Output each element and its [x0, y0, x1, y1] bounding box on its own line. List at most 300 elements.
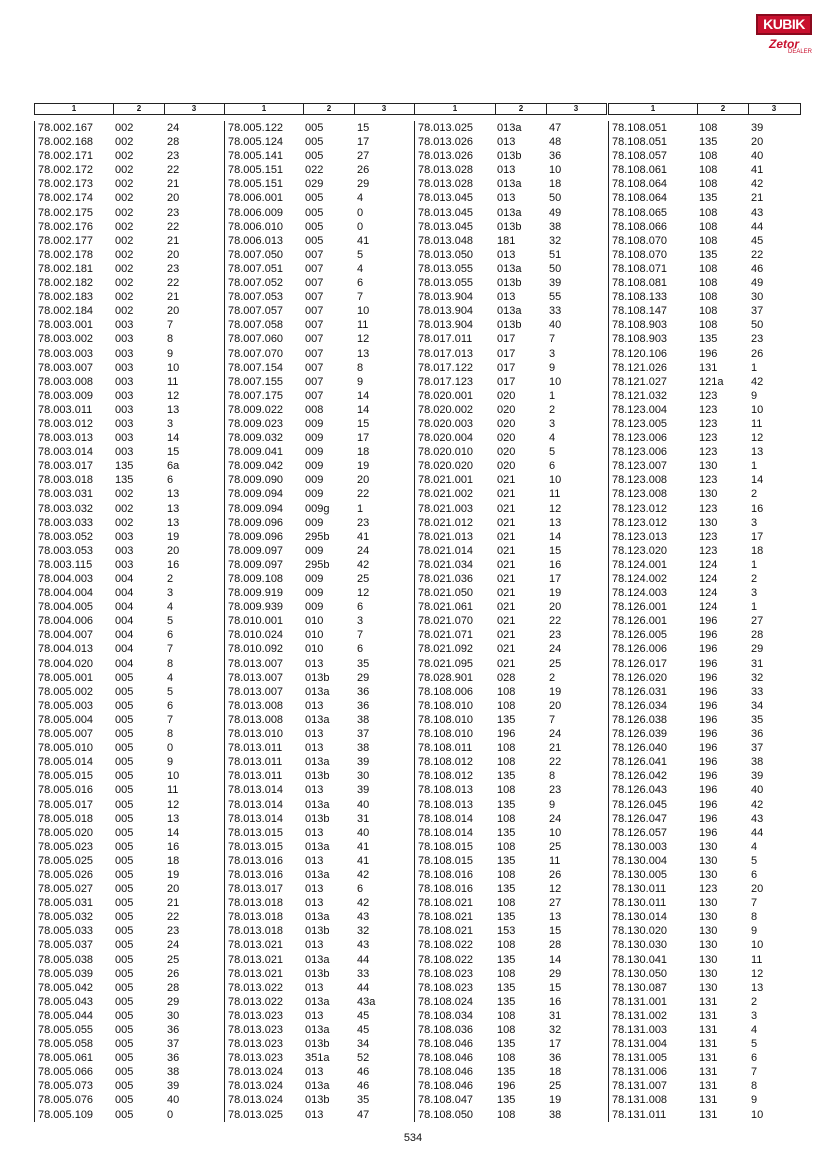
position: 9 — [751, 925, 758, 938]
table-row — [415, 727, 607, 741]
position: 10 — [357, 305, 370, 318]
group-code: 009 — [305, 474, 324, 487]
table-row — [415, 304, 607, 318]
group-code: 007 — [305, 347, 324, 360]
group-code: 123 — [699, 403, 718, 416]
position: 13 — [167, 516, 180, 529]
table-row — [609, 1051, 801, 1065]
table-row — [225, 121, 415, 135]
position: 32 — [549, 234, 562, 247]
table-row — [609, 727, 801, 741]
table-row — [225, 727, 415, 741]
table-row — [609, 459, 801, 473]
column-rows — [34, 121, 225, 1122]
part-number: 78.108.006 — [418, 685, 474, 698]
part-number: 78.013.022 — [228, 995, 284, 1008]
table-row — [415, 530, 607, 544]
part-number: 78.005.026 — [38, 868, 94, 881]
group-code: 131 — [699, 1052, 718, 1065]
position: 10 — [167, 361, 180, 374]
group-code: 005 — [305, 192, 324, 205]
part-number: 78.002.168 — [38, 136, 94, 149]
header-cell: 1 — [452, 104, 458, 113]
group-code: 013a — [305, 1024, 330, 1036]
group-code: 108 — [699, 262, 718, 275]
table-row — [609, 304, 801, 318]
group-code: 013a — [497, 262, 522, 275]
header-cell: 3 — [354, 104, 413, 114]
table-row — [415, 375, 607, 389]
group-code: 135 — [699, 248, 718, 261]
part-number: 78.108.071 — [612, 262, 668, 275]
table-row — [225, 417, 415, 431]
part-number: 78.005.109 — [38, 1108, 94, 1121]
position: 22 — [167, 277, 180, 290]
part-number: 78.108.065 — [612, 206, 668, 219]
part-number: 78.002.178 — [38, 248, 94, 261]
group-code: 130 — [699, 516, 718, 529]
part-number: 78.002.177 — [38, 234, 94, 247]
part-number: 78.003.052 — [38, 530, 94, 543]
part-number: 78.013.904 — [418, 291, 474, 304]
part-number: 78.005.018 — [38, 812, 94, 825]
part-number: 78.020.001 — [418, 389, 474, 402]
group-code: 108 — [497, 756, 516, 769]
table-row — [35, 671, 225, 685]
part-number: 78.003.017 — [38, 460, 94, 473]
table-row — [609, 220, 801, 234]
part-number: 78.126.017 — [612, 657, 668, 670]
table-row — [609, 755, 801, 769]
group-code: 002 — [115, 291, 134, 304]
position: 21 — [167, 234, 180, 247]
group-code: 005 — [115, 812, 134, 825]
group-code: 005 — [115, 883, 134, 896]
part-number: 78.006.010 — [228, 220, 284, 233]
position: 4 — [357, 192, 364, 205]
part-number: 78.002.171 — [38, 150, 94, 163]
position: 0 — [357, 206, 364, 219]
position: 40 — [751, 784, 764, 797]
table-row — [225, 530, 415, 544]
part-number: 78.009.032 — [228, 432, 284, 445]
table-row — [415, 276, 607, 290]
group-code: 013b — [305, 770, 330, 783]
part-number: 78.108.015 — [418, 854, 474, 867]
position: 40 — [357, 826, 370, 839]
group-code: 002 — [115, 164, 134, 177]
position: 20 — [167, 883, 180, 896]
position: 14 — [167, 432, 180, 445]
position: 11 — [167, 784, 179, 797]
group-code: 005 — [115, 854, 134, 867]
table-row — [225, 840, 415, 854]
part-number: 78.013.025 — [418, 122, 474, 134]
table-row — [415, 1051, 607, 1065]
position: 22 — [549, 756, 562, 769]
table-row — [609, 530, 801, 544]
position: 38 — [751, 756, 764, 769]
table-row — [415, 953, 607, 967]
position: 23 — [549, 784, 562, 797]
position: 6 — [357, 601, 364, 614]
position: 2 — [751, 995, 758, 1008]
group-code: 009g — [305, 502, 330, 515]
group-code: 003 — [115, 333, 134, 346]
table-row — [35, 713, 225, 727]
position: 20 — [549, 601, 562, 614]
group-code: 130 — [699, 953, 718, 966]
group-code: 005 — [115, 1038, 134, 1051]
table-row — [609, 840, 801, 854]
part-number: 78.108.012 — [418, 756, 474, 769]
part-number: 78.021.061 — [418, 601, 474, 614]
group-code: 003 — [115, 361, 134, 374]
position: 36 — [751, 728, 764, 741]
part-number: 78.126.042 — [612, 770, 668, 783]
position: 2 — [751, 573, 758, 585]
group-code: 003 — [115, 389, 134, 402]
table-row — [35, 234, 225, 248]
table-row — [35, 417, 225, 431]
position: 6 — [167, 474, 174, 487]
part-number: 78.005.015 — [38, 770, 94, 783]
position: 5 — [167, 685, 174, 698]
part-number: 78.005.055 — [38, 1024, 94, 1036]
position: 22 — [167, 911, 180, 924]
table-row — [35, 558, 225, 572]
position: 12 — [167, 798, 180, 811]
part-number: 78.003.008 — [38, 375, 94, 388]
part-number: 78.013.024 — [228, 1094, 284, 1107]
part-number: 78.108.021 — [418, 911, 474, 924]
part-number: 78.013.024 — [228, 1080, 284, 1093]
position: 48 — [549, 136, 562, 149]
group-code: 108 — [699, 206, 718, 219]
group-code: 005 — [115, 784, 134, 797]
position: 17 — [549, 1038, 562, 1051]
part-number: 78.013.045 — [418, 206, 474, 219]
part-number: 78.124.001 — [612, 558, 668, 571]
group-code: 002 — [115, 206, 134, 219]
header-cell: 1 — [261, 104, 267, 113]
group-code: 017 — [497, 347, 516, 360]
position: 50 — [549, 262, 562, 275]
part-number: 78.002.172 — [38, 164, 94, 177]
part-number: 78.002.173 — [38, 178, 94, 191]
position: 23 — [167, 206, 180, 219]
table-row — [609, 361, 801, 375]
position: 42 — [357, 897, 370, 910]
part-number: 78.020.002 — [418, 403, 474, 416]
table-row — [415, 685, 607, 699]
table-row — [609, 699, 801, 713]
part-number: 78.009.108 — [228, 573, 284, 585]
part-number: 78.108.023 — [418, 967, 474, 980]
part-number: 78.130.004 — [612, 854, 668, 867]
position: 3 — [167, 587, 174, 600]
table-row — [415, 840, 607, 854]
table-row — [225, 628, 415, 642]
position: 5 — [549, 446, 556, 459]
group-code: 013b — [497, 220, 522, 233]
part-number: 78.007.058 — [228, 319, 284, 332]
table-row — [35, 868, 225, 882]
group-code: 196 — [699, 671, 718, 684]
table-row — [609, 544, 801, 558]
table-row — [415, 628, 607, 642]
position: 10 — [549, 164, 562, 177]
group-code: 124 — [699, 587, 718, 600]
position: 19 — [549, 587, 562, 600]
part-number: 78.013.045 — [418, 220, 474, 233]
table-row — [225, 1009, 415, 1023]
table-row — [35, 741, 225, 755]
position: 16 — [751, 502, 764, 515]
group-code: 005 — [115, 967, 134, 980]
position: 0 — [167, 1108, 174, 1121]
table-row — [609, 290, 801, 304]
group-code: 004 — [115, 643, 134, 656]
position: 32 — [751, 671, 764, 684]
part-number: 78.009.094 — [228, 488, 284, 501]
position: 39 — [751, 122, 764, 134]
table-row — [35, 530, 225, 544]
position: 7 — [167, 643, 174, 656]
position: 10 — [751, 1108, 764, 1121]
table-row — [415, 149, 607, 163]
part-number: 78.130.005 — [612, 868, 668, 881]
table-row — [35, 995, 225, 1009]
table-row — [415, 614, 607, 628]
table-row — [609, 586, 801, 600]
position: 40 — [357, 798, 370, 811]
part-number: 78.126.040 — [612, 742, 668, 755]
table-row — [609, 953, 801, 967]
group-code: 017 — [497, 361, 516, 374]
position: 14 — [549, 530, 562, 543]
part-number: 78.108.034 — [418, 1009, 474, 1022]
position: 18 — [549, 1066, 562, 1079]
position: 12 — [357, 333, 370, 346]
table-row — [35, 191, 225, 205]
table-row — [225, 177, 415, 191]
table-row — [415, 459, 607, 473]
part-number: 78.020.020 — [418, 460, 474, 473]
position: 25 — [549, 657, 562, 670]
group-code: 013 — [305, 854, 324, 867]
part-number: 78.130.030 — [612, 939, 668, 952]
part-number: 78.121.026 — [612, 361, 668, 374]
group-code: 130 — [699, 868, 718, 881]
group-code: 135 — [699, 136, 718, 149]
group-code: 013a — [497, 178, 522, 191]
group-code: 108 — [699, 277, 718, 290]
group-code: 131 — [699, 1038, 718, 1051]
part-number: 78.108.046 — [418, 1052, 474, 1065]
part-number: 78.108.036 — [418, 1024, 474, 1036]
position: 14 — [357, 403, 370, 416]
part-number: 78.005.038 — [38, 953, 94, 966]
position: 1 — [751, 558, 758, 571]
part-number: 78.108.015 — [418, 840, 474, 853]
position: 7 — [167, 319, 174, 332]
part-number: 78.108.011 — [418, 742, 473, 755]
position: 2 — [167, 573, 174, 585]
table-row — [415, 924, 607, 938]
table-row — [415, 1023, 607, 1037]
position: 28 — [751, 629, 764, 642]
table-row — [35, 290, 225, 304]
table-row — [225, 1108, 415, 1122]
column-header — [608, 103, 801, 115]
part-number: 78.123.020 — [612, 544, 668, 557]
group-code: 108 — [497, 685, 516, 698]
part-number: 78.013.050 — [418, 248, 474, 261]
part-number: 78.013.007 — [228, 685, 284, 698]
position: 35 — [357, 657, 370, 670]
part-number: 78.108.051 — [612, 136, 668, 149]
table-row — [35, 121, 225, 135]
position: 13 — [549, 911, 562, 924]
part-number: 78.009.097 — [228, 544, 284, 557]
group-code: 123 — [699, 417, 718, 430]
page-number: 534 — [403, 1132, 423, 1144]
part-number: 78.013.010 — [228, 728, 284, 741]
position: 31 — [549, 1009, 562, 1022]
group-code: 021 — [497, 629, 516, 642]
part-number: 78.004.007 — [38, 629, 94, 642]
position: 8 — [167, 728, 174, 741]
table-row — [609, 445, 801, 459]
table-row — [225, 502, 415, 516]
table-row — [35, 318, 225, 332]
part-number: 78.108.046 — [418, 1066, 474, 1079]
part-number: 78.108.133 — [612, 291, 668, 304]
group-code: 135 — [497, 995, 516, 1008]
table-row — [35, 262, 225, 276]
position: 32 — [357, 925, 370, 938]
position: 39 — [167, 1080, 180, 1093]
position: 6a — [167, 460, 180, 473]
part-number: 78.007.070 — [228, 347, 284, 360]
part-number: 78.130.011 — [612, 897, 667, 910]
group-code: 121a — [699, 375, 724, 388]
group-code: 005 — [115, 925, 134, 938]
table-row — [225, 783, 415, 797]
table-row — [609, 502, 801, 516]
part-number: 78.108.013 — [418, 784, 474, 797]
part-number: 78.009.919 — [228, 587, 284, 600]
group-code: 005 — [115, 685, 134, 698]
part-number: 78.108.013 — [418, 798, 474, 811]
part-number: 78.013.026 — [418, 150, 474, 163]
group-code: 005 — [115, 868, 134, 881]
position: 29 — [357, 178, 370, 191]
position: 36 — [549, 150, 562, 163]
part-number: 78.005.001 — [38, 671, 94, 684]
part-number: 78.005.043 — [38, 995, 94, 1008]
table-row — [415, 981, 607, 995]
part-number: 78.123.012 — [612, 516, 668, 529]
position: 4 — [167, 671, 174, 684]
group-code: 130 — [699, 854, 718, 867]
group-code: 007 — [305, 389, 324, 402]
position: 1 — [751, 460, 758, 473]
group-code: 002 — [115, 262, 134, 275]
group-code: 108 — [497, 742, 516, 755]
position: 7 — [751, 897, 758, 910]
table-row — [225, 332, 415, 346]
table-row — [225, 473, 415, 487]
position: 29 — [549, 967, 562, 980]
table-row — [609, 431, 801, 445]
table-row — [609, 741, 801, 755]
group-code: 013a — [497, 305, 522, 318]
position: 55 — [549, 291, 562, 304]
table-row — [225, 572, 415, 586]
part-number: 78.108.021 — [418, 925, 474, 938]
position: 47 — [549, 122, 562, 134]
group-code: 003 — [115, 530, 134, 543]
group-code: 013a — [305, 911, 330, 924]
table-row — [415, 783, 607, 797]
part-number: 78.021.071 — [418, 629, 474, 642]
part-number: 78.007.053 — [228, 291, 284, 304]
table-row — [35, 685, 225, 699]
group-code: 005 — [115, 1024, 134, 1036]
part-number: 78.013.014 — [228, 784, 284, 797]
part-number: 78.003.053 — [38, 544, 94, 557]
part-number: 78.003.013 — [38, 432, 94, 445]
position: 28 — [167, 981, 180, 994]
position: 13 — [167, 403, 180, 416]
part-number: 78.005.007 — [38, 728, 94, 741]
position: 9 — [167, 347, 174, 360]
position: 43 — [357, 911, 370, 924]
group-code: 108 — [699, 234, 718, 247]
part-number: 78.005.073 — [38, 1080, 94, 1093]
position: 5 — [751, 854, 758, 867]
part-number: 78.010.001 — [228, 615, 284, 628]
table-row — [35, 177, 225, 191]
group-code: 021 — [497, 502, 516, 515]
part-number: 78.126.020 — [612, 671, 668, 684]
table-row — [609, 826, 801, 840]
part-number: 78.108.903 — [612, 319, 668, 332]
group-code: 013 — [497, 192, 516, 205]
group-code: 131 — [699, 1066, 718, 1079]
group-code: 004 — [115, 615, 134, 628]
table-row — [225, 1037, 415, 1051]
part-number: 78.003.115 — [38, 558, 93, 571]
position: 18 — [357, 446, 370, 459]
group-code: 005 — [115, 671, 134, 684]
group-code: 135 — [115, 474, 134, 487]
table-row — [35, 614, 225, 628]
position: 23 — [357, 516, 370, 529]
position: 17 — [357, 136, 370, 149]
group-code: 196 — [699, 699, 718, 712]
table-row — [225, 953, 415, 967]
group-code: 108 — [497, 1108, 516, 1121]
table-row — [35, 206, 225, 220]
position: 27 — [549, 897, 562, 910]
group-code: 130 — [699, 925, 718, 938]
table-row — [415, 995, 607, 1009]
table-row — [415, 135, 607, 149]
group-code: 013b — [497, 150, 522, 163]
